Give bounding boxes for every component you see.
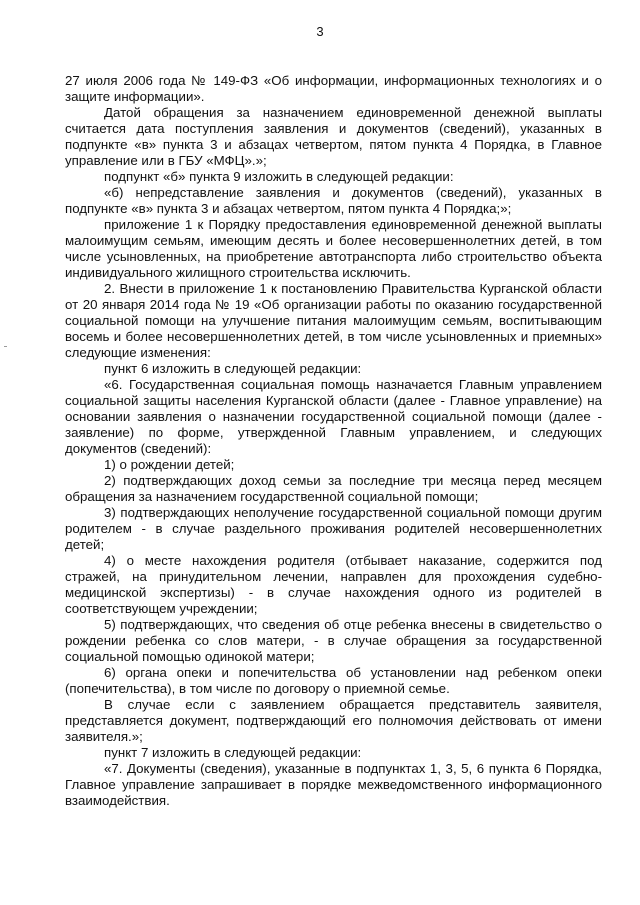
paragraph-5: приложение 1 к Порядку предоставления единовременной денежной выплаты малоимущим семьям, имеющим десять и более несовершеннолетних детей, в том числе усыновленных, на приобретение автотранспорта либо строительство объекта индивидуального жилищного строительства исключить. [65,217,602,280]
paragraph-6: 2. Внести в приложение 1 к постановлению Правительства Курганской области от 20 января 2014 года № 19 «Об организации работы по оказанию государственной социальной помощи на улучшение питания малоимущим семьям, воспитывающим восемь и более несовершеннолетних детей, в том числе усыновленных и приемных» следующие изменения: [65,281,602,360]
paragraph-15: В случае если с заявлением обращается представитель заявителя, представляется документ, подтверждающий его полномочия действовать от имени заявителя.»; [65,697,602,744]
paragraph-4: «б) непредставление заявления и документов (сведений), указанных в подпункте «в» пункта 3 и абзацах четвертом, пятом пункта 4 Порядка;»; [65,185,602,216]
margin-mark [4,346,7,347]
page-number: 3 [316,24,324,39]
paragraph-13: 5) подтверждающих, что сведения об отце ребенка внесены в свидетельство о рождении ребенка со слов матери, - в случае обращения за государственной социальной помощью одинокой матери; [65,617,602,664]
document-body [65,73,602,809]
paragraph-11: 3) подтверждающих неполучение государственной социальной помощи другим родителем - в случае раздельного проживания родителей несовершеннолетних детей; [65,505,602,552]
paragraph-12: 4) о месте нахождения родителя (отбывает наказание, содержится под стражей, на принудительном лечении, направлен для прохождения судебно-медицинской экспертизы) - в случае нахождения одного из родителей в соответствующем учреждении; [65,553,602,616]
paragraph-10: 2) подтверждающих доход семьи за последние три месяца перед месяцем обращения за назначением государственной социальной помощи; [65,473,602,504]
paragraph-7: пункт 6 изложить в следующей редакции: [104,361,362,376]
paragraph-16: пункт 7 изложить в следующей редакции: [104,745,362,760]
paragraph-1: 27 июля 2006 года № 149-ФЗ «Об информации, информационных технологиях и о защите информации». [65,73,602,104]
paragraph-17: «7. Документы (сведения), указанные в подпунктах 1, 3, 5, 6 пункта 6 Порядка, Главное управление запрашивает в порядке межведомственного информационного взаимодействия. [65,761,602,808]
paragraph-8: «6. Государственная социальная помощь назначается Главным управлением социальной защиты населения Курганской области (далее - Главное управление) на основании заявления о назначении государственной социальной помощи (далее - заявление) по форме, утвержденной Главным управлением, и следующих документов (сведений): [65,377,602,456]
paragraph-9: 1) о рождении детей; [104,457,235,472]
paragraph-3: подпункт «б» пункта 9 изложить в следующей редакции: [104,169,454,184]
paragraph-2: Датой обращения за назначением единовременной денежной выплаты считается дата поступления заявления и документов (сведений), указанных в подпункте «в» пункта 3 и абзацах четвертом, пятом пункта 4 Порядка, в Главное управление или в ГБУ «МФЦ».»; [65,105,602,168]
paragraph-14: 6) органа опеки и попечительства об установлении над ребенком опеки (попечительства), в том числе по договору о приемной семье. [65,665,602,696]
